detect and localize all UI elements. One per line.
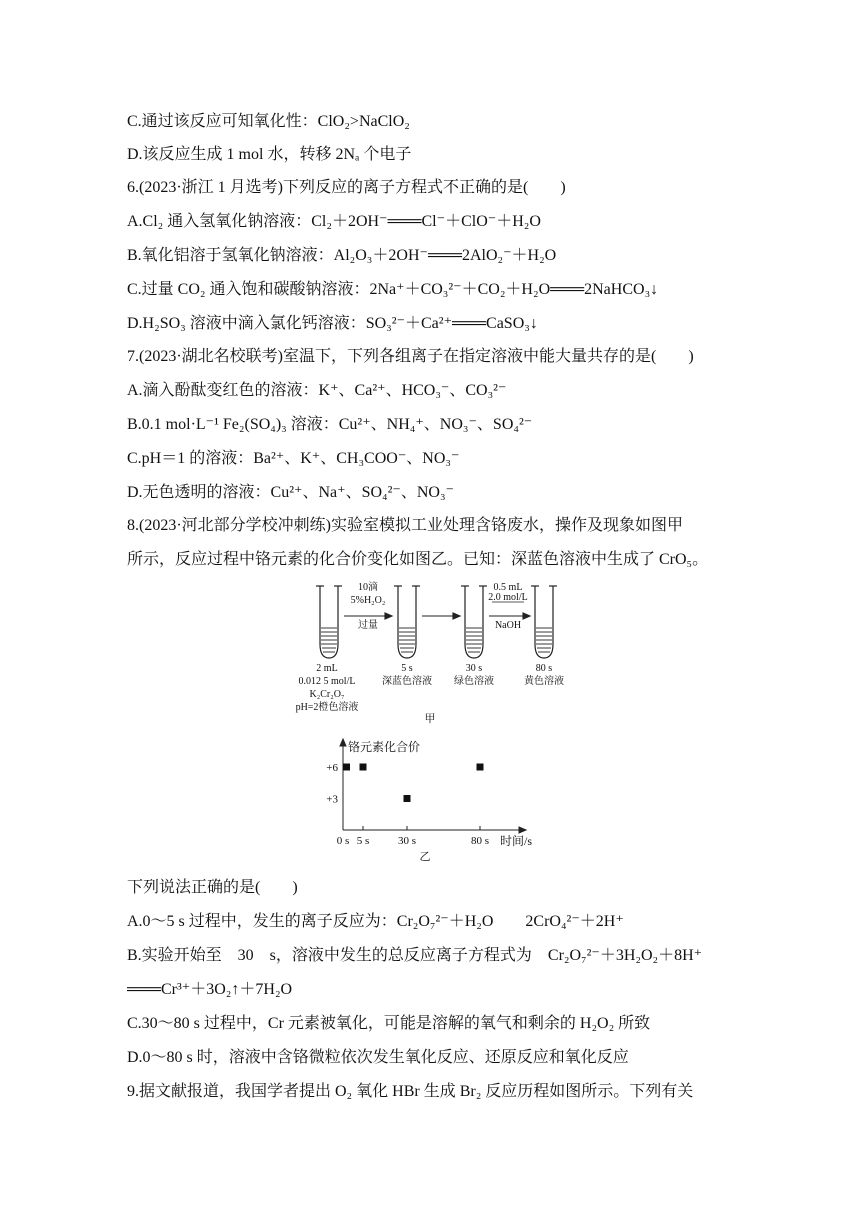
arrow3-label-3: NaOH <box>494 620 522 631</box>
arrow1-label-2: 5%H₂O₂ <box>350 595 386 606</box>
arrow1-label-3: 过量 <box>358 620 378 631</box>
option-b-q8-line2: ═══Cr³⁺＋3O₂↑＋7H₂O <box>127 981 293 998</box>
x-axis-label: 时间/s <box>499 834 532 848</box>
tube-3-liquid <box>466 628 482 652</box>
option-d-q6: D.H₂SO₃ 溶液中滴入氯化钙溶液：SO₃²⁻＋Ca²⁺═══CaSO₃↓ <box>127 315 538 332</box>
option-c-q7: C.pH＝1 的溶液：Ba²⁺、K⁺、CH₃COO⁻、NO₃⁻ <box>127 450 460 467</box>
data-point <box>343 764 350 771</box>
y-axis-label: 铬元素化合价 <box>348 740 421 754</box>
arrow1-label-1: 10滴 <box>358 582 378 593</box>
option-c-q5: C.通过该反应可知氧化性：ClO₂>NaClO₂ <box>127 113 410 130</box>
figure-a-diagram <box>280 580 580 730</box>
x-tick-label: 0 s <box>336 835 350 847</box>
option-a-q7: A.滴入酚酞变红色的溶液：K⁺、Ca²⁺、HCO₃⁻、CO₃²⁻ <box>127 382 507 399</box>
question-7: 7.(2023·湖北名校联考)室温下，下列各组离子在指定溶液中能大量共存的是( ) <box>127 348 694 365</box>
tube4-label-2: 黄色溶液 <box>524 676 564 687</box>
x-tick-label: 80 s <box>470 835 490 847</box>
tube3-label-1: 30 s <box>465 663 483 674</box>
question-8-line2: 所示，反应过程中铬元素的化合价变化如图乙。已知：深蓝色溶液中生成了 CrO₅。 <box>127 551 709 568</box>
tube4-label-1: 80 s <box>535 663 553 674</box>
data-point <box>477 764 484 771</box>
arrow3-label-2: 2.0 mol/L <box>488 592 528 603</box>
option-d-q8: D.0～80 s 时，溶液中含铬微粒依次发生氧化反应、还原反应和氧化反应 <box>127 1049 629 1066</box>
arrow3-label-1: 0.5 mL <box>493 582 523 593</box>
x-tick-label: 30 s <box>397 835 417 847</box>
data-point <box>404 795 411 802</box>
option-b-q6: B.氧化铝溶于氢氧化钠溶液：Al₂O₃＋2OH⁻═══2AlO₂⁻＋H₂O <box>127 247 557 264</box>
option-d-q5: D.该反应生成 1 mol 水，转移 2Nₐ 个电子 <box>127 146 412 163</box>
y-tick-label: +3 <box>326 793 338 806</box>
tube2-label-2: 深蓝色溶液 <box>382 676 432 687</box>
tube-2-liquid <box>399 628 415 652</box>
option-a-q6: A.Cl₂ 通入氢氧化钠溶液：Cl₂＋2OH⁻═══Cl⁻＋ClO⁻＋H₂O <box>127 213 541 230</box>
figure-a-caption: 甲 <box>424 713 436 725</box>
question-6: 6.(2023·浙江 1 月选考)下列反应的离子方程式不正确的是( ) <box>127 179 566 196</box>
test-tube-1 <box>316 586 342 658</box>
option-a-q8: A.0～5 s 过程中，发生的离子反应为：Cr₂O₇²⁻＋H₂O 2CrO₄²⁻＋2H⁺ <box>127 913 624 930</box>
tube2-label-1: 5 s <box>401 663 413 674</box>
tube1-label-4: pH=2橙色溶液 <box>295 702 359 713</box>
data-point <box>360 764 367 771</box>
figure-b-chart <box>310 735 550 865</box>
y-tick-label: +6 <box>326 762 338 774</box>
test-tube-2 <box>394 586 420 658</box>
tube1-label-1: 2 mL <box>316 663 338 674</box>
option-d-q7: D.无色透明的溶液：Cu²⁺、Na⁺、SO₄²⁻、NO₃⁻ <box>127 484 454 501</box>
option-b-q7: B.0.1 mol·L⁻¹ Fe₂(SO₄)₃ 溶液：Cu²⁺、NH₄⁺、NO₃⁻、SO₄²⁻ <box>127 416 533 433</box>
tube1-label-3: K₂Cr₂O₇ <box>309 689 345 700</box>
tube3-label-2: 绿色溶液 <box>454 676 494 687</box>
question-9: 9.据文献报道，我国学者提出 O₂ 氧化 HBr 生成 Br₂ 反应历程如图所示。下列有关 <box>127 1083 694 1100</box>
x-tick-label: 5 s <box>356 835 370 847</box>
question-8-prompt: 下列说法正确的是( ) <box>127 879 298 896</box>
figure-b-caption: 乙 <box>419 851 431 863</box>
option-b-q8-line1: B.实验开始至 30 s，溶液中发生的总反应离子方程式为 Cr₂O₇²⁻＋3H₂O₂＋8H⁺ <box>127 947 703 964</box>
tube-1-liquid <box>321 628 337 652</box>
tube-4-liquid <box>536 628 552 652</box>
test-tube-4 <box>531 586 557 658</box>
test-tube-3 <box>461 586 487 658</box>
option-c-q8: C.30～80 s 过程中，Cr 元素被氧化，可能是溶解的氧气和剩余的 H₂O₂ 所致 <box>127 1015 651 1032</box>
option-c-q6: C.过量 CO₂ 通入饱和碳酸钠溶液：2Na⁺＋CO₃²⁻＋CO₂＋H₂O═══2NaHCO₃↓ <box>127 281 659 298</box>
tube1-label-2: 0.012 5 mol/L <box>298 676 356 687</box>
question-8-line1: 8.(2023·河北部分学校冲刺练)实验室模拟工业处理含铬废水，操作及现象如图甲 <box>127 517 683 534</box>
